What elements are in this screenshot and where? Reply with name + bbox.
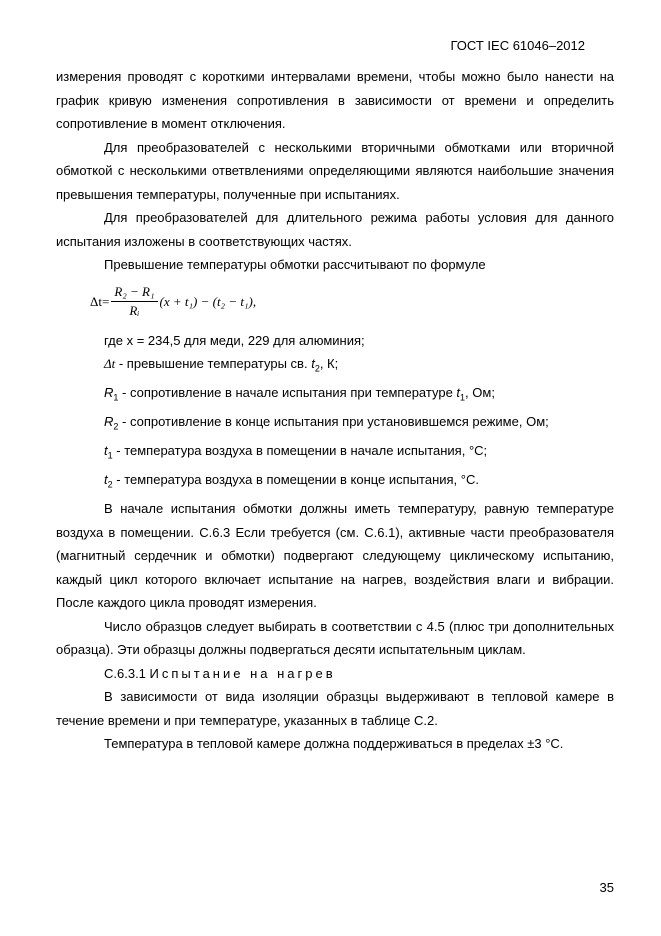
section-heading — [56, 662, 614, 686]
section-number: С.6.3.1 — [104, 665, 146, 681]
definition-where: где x = 234,5 для меди, 229 для алюминия; — [104, 332, 365, 348]
symbol-t2: t — [104, 472, 108, 488]
formula-rhs: (x + t₁) − (t₂ − t₁), — [159, 293, 257, 309]
definition-r2: $R_2$ - сопротивление в конце испытания при установившемся режиме, Ом; — [104, 414, 549, 432]
page-number: 35 — [599, 880, 614, 895]
symbol-t1: t — [104, 443, 108, 459]
document-header: ГОСТ IEC 61046–2012 — [450, 38, 585, 53]
formula-numerator: R₂ − R₁ — [111, 284, 157, 302]
definition-r1: $R_1$ - сопротивление в начале испытания при температуре $t_1$, Ом; — [104, 385, 495, 403]
paragraph-heat-chamber: В зависимости от вида изоляции образцы выдерживают в тепловой камере в течение времени и при температуре, указанных в таблице С.2. — [56, 689, 614, 728]
page-body — [56, 65, 614, 756]
definition-delta-t: Δt - превышение температуры св. $t_2$, К; — [104, 356, 339, 374]
symbol-r2: R — [104, 414, 114, 430]
definition-t1: $t_1$ - температура воздуха в помещении в начале испытания, °С; — [104, 443, 488, 461]
paragraph-sample-count: Число образцов следует выбирать в соответствии с 4.5 (плюс три дополнительных образца). Эти образцы должны подвергаться десяти испытательным циклам. — [56, 618, 614, 658]
paragraph-multiple-windings: Для преобразователей с несколькими вторичными обмотками или вторичной обмоткой с несколькими ответвлениями определяющими являются наибольшие значения превышения температуры, полученные при испытаниях. — [56, 139, 614, 202]
section-title: Испытание на нагрев — [149, 665, 336, 681]
definition-t2: $t_2$ - температура воздуха в помещении в конце испытания, °С. — [104, 472, 479, 490]
temperature-rise-formula — [90, 279, 614, 325]
paragraph-continuous-mode: Для преобразователей для длительного режима работы условия для данного испытания изложены в соответствующих частях. — [56, 210, 614, 249]
paragraph-intro: измерения проводят с короткими интервалами времени, чтобы можно было нанести на график кривую изменения сопротивления в зависимости от времени и определить сопротивление в момент отключения. — [56, 69, 614, 131]
formula-fraction — [111, 284, 157, 319]
paragraph-temperature-tolerance: Температура в тепловой камере должна поддерживаться в пределах ±3 °С. — [104, 736, 564, 752]
symbol-r1: R — [104, 385, 114, 401]
formula-denominator: Rᵢ — [129, 303, 140, 318]
formula-lhs: Δt= — [90, 293, 110, 309]
paragraph-cyclic-test: В начале испытания обмотки должны иметь температуру, равную температуре воздуха в помещении. С.6.3 Если требуется (см. С.6.1), активные части преобразователя (магнитный сердечник и обмотки) подвергают следующему циклическому испытанию, каждый цикл которого включает испытание на нагрев, воздействия влаги и вибрации. После каждого цикла проводят измерения. — [56, 501, 614, 611]
symbol-delta-t: Δt — [104, 356, 116, 371]
paragraph-formula-intro: Превышение температуры обмотки рассчитывают по формуле — [104, 257, 486, 272]
